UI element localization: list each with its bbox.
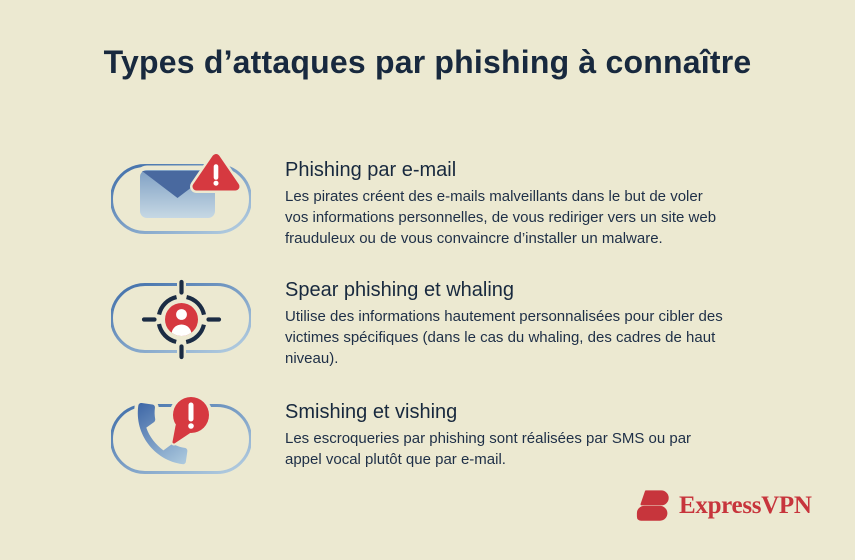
section-body: Les escroqueries par phishing sont réalisées par SMS ou par appel vocal plutôt que par e-mail. (285, 430, 692, 468)
section-smishing-vishing (285, 399, 728, 470)
phone-alert-icon-svg (111, 392, 251, 482)
section-heading: Smishing et vishing (285, 401, 458, 423)
email-alert-icon-svg (111, 152, 251, 242)
section-email-phishing (285, 157, 728, 249)
phone-alert-icon (111, 392, 251, 482)
email-alert-icon (111, 152, 251, 242)
target-person-icon (111, 271, 251, 361)
section-heading: Phishing par e-mail (285, 159, 457, 181)
section-spear-whaling (285, 277, 728, 369)
brand-logo (634, 489, 812, 523)
section-body: Les pirates créent des e-mails malveillants dans le but de voler vos informations personnelles, de vous rediriger vers un site web frauduleux ou de vous convaincre d’installer un malware. (285, 188, 717, 247)
section-heading: Spear phishing et whaling (285, 279, 515, 301)
brand-wordmark: ExpressVPN (679, 492, 812, 519)
target-person-icon-svg (111, 271, 251, 361)
section-body: Utilise des informations hautement personnalisées pour cibler des victimes spécifiques (dans le cas du whaling, des cadres de haut niveau). (285, 308, 723, 367)
expressvpn-mark-icon (634, 489, 672, 523)
page-title: Types d’attaques par phishing à connaître (103, 44, 752, 80)
